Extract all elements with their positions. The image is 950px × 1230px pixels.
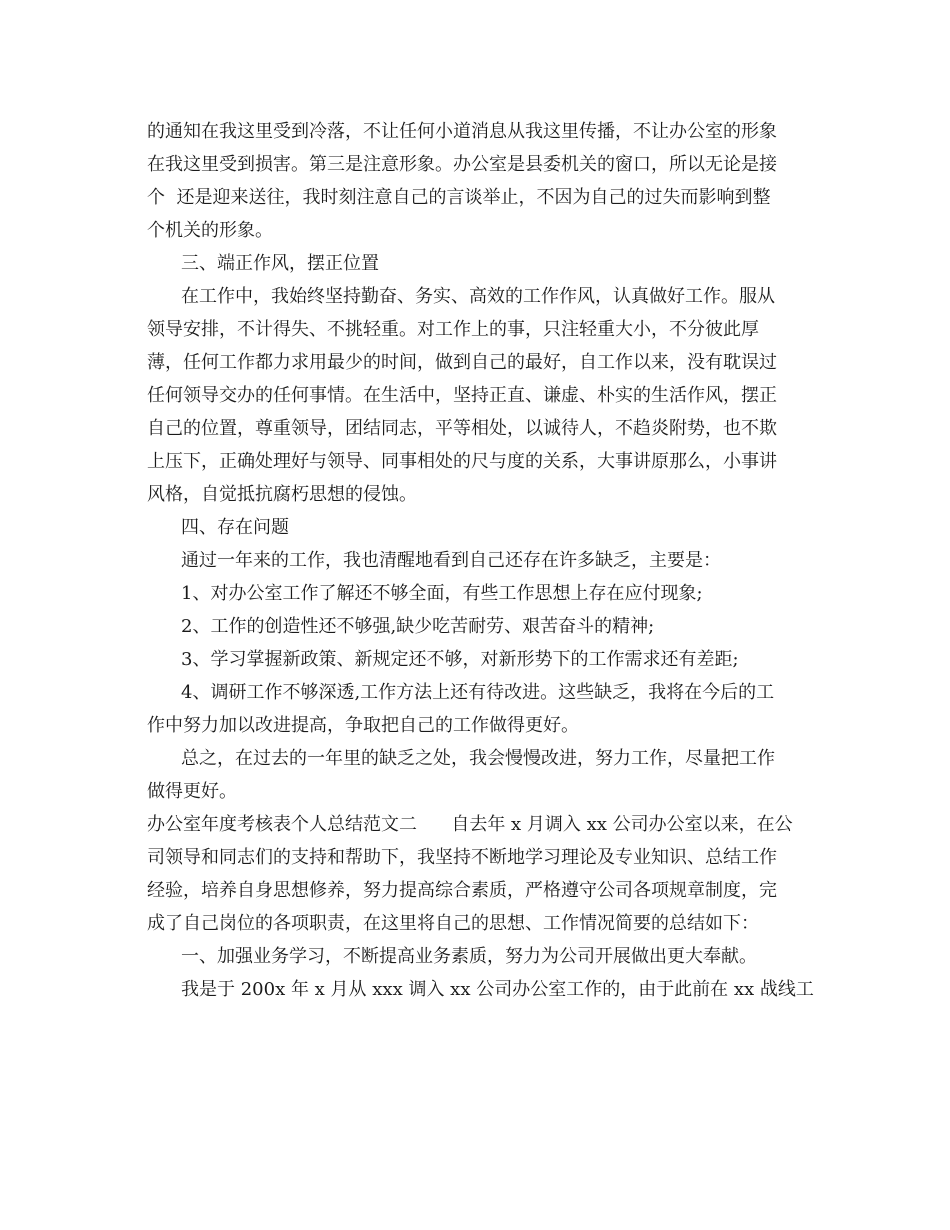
text-line: 司领导和同志们的支持和帮助下，我坚持不断地学习理论及专业知识、总结工作 <box>147 847 777 868</box>
text-line: 个机关的形象。 <box>147 220 273 241</box>
text-line: 自己的位置，尊重领导，团结同志，平等相处，以诚待人，不趋炎附势，也不欺 <box>147 418 777 439</box>
text-line: 成了自己岗位的各项职责，在这里将自己的思想、工作情况简要的总结如下： <box>147 913 759 934</box>
list-item: 3、学习掌握新政策、新规定还不够，对新形势下的工作需求还有差距; <box>181 649 739 670</box>
section-heading: 四、存在问题 <box>181 517 289 538</box>
text-line: 我是于 200x 年 x 月从 xxx 调入 xx 公司办公室工作的，由于此前在 xx 战线工 <box>181 979 814 1000</box>
text-line: 薄，任何工作都力求用最少的时间，做到自己的最好，自工作以来，没有耽误过 <box>147 352 777 373</box>
text-line: 做得更好。 <box>147 781 237 802</box>
text-line: 在工作中，我始终坚持勤奋、务实、高效的工作作风，认真做好工作。服从 <box>181 286 775 307</box>
text-line: 风格，自觉抵抗腐朽思想的侵蚀。 <box>147 484 417 505</box>
section-heading: 一、加强业务学习，不断提高业务素质，努力为公司开展做出更大奉献。 <box>181 946 757 967</box>
text-line: 通过一年来的工作，我也清醒地看到自己还存在许多缺乏，主要是： <box>181 550 721 571</box>
list-item: 1、对办公室工作了解还不够全面，有些工作思想上存在应付现象; <box>181 583 703 604</box>
text-line: 总之，在过去的一年里的缺乏之处，我会慢慢改进，努力工作，尽量把工作 <box>181 748 775 769</box>
text-line: 任何领导交办的任何事情。在生活中，坚持正直、谦虚、朴实的生活作风，摆正 <box>147 385 777 406</box>
text-line: 经验，培养自身思想修养，努力提高综合素质，严格遵守公司各项规章制度，完 <box>147 880 777 901</box>
list-item: 2、工作的创造性还不够强,缺少吃苦耐劳、艰苦奋斗的精神; <box>181 616 655 637</box>
section-heading: 三、端正作风，摆正位置 <box>181 253 379 274</box>
text-line: 的通知在我这里受到冷落，不让任何小道消息从我这里传播，不让办公室的形象 <box>147 121 777 142</box>
text-line: 上压下，正确处理好与领导、同事相处的尺与度的关系，大事讲原那么，小事讲 <box>147 451 777 472</box>
text-line: 个 还是迎来送往，我时刻注意自己的言谈举止，不因为自己的过失而影响到整 <box>147 187 771 208</box>
text-line: 在我这里受到损害。第三是注意形象。办公室是县委机关的窗口，所以无论是接 <box>147 154 777 175</box>
text-line: 作中努力加以改进提高，争取把自己的工作做得更好。 <box>147 715 579 736</box>
text-line: 领导安排，不计得失、不挑轻重。对工作上的事，只注轻重大小，不分彼此厚 <box>147 319 759 340</box>
text-line: 办公室年度考核表个人总结范文二 自去年 x 月调入 xx 公司办公室以来，在公 <box>147 814 793 835</box>
list-item: 4、调研工作不够深透,工作方法上还有待改进。这些缺乏，我将在今后的工 <box>181 682 775 703</box>
